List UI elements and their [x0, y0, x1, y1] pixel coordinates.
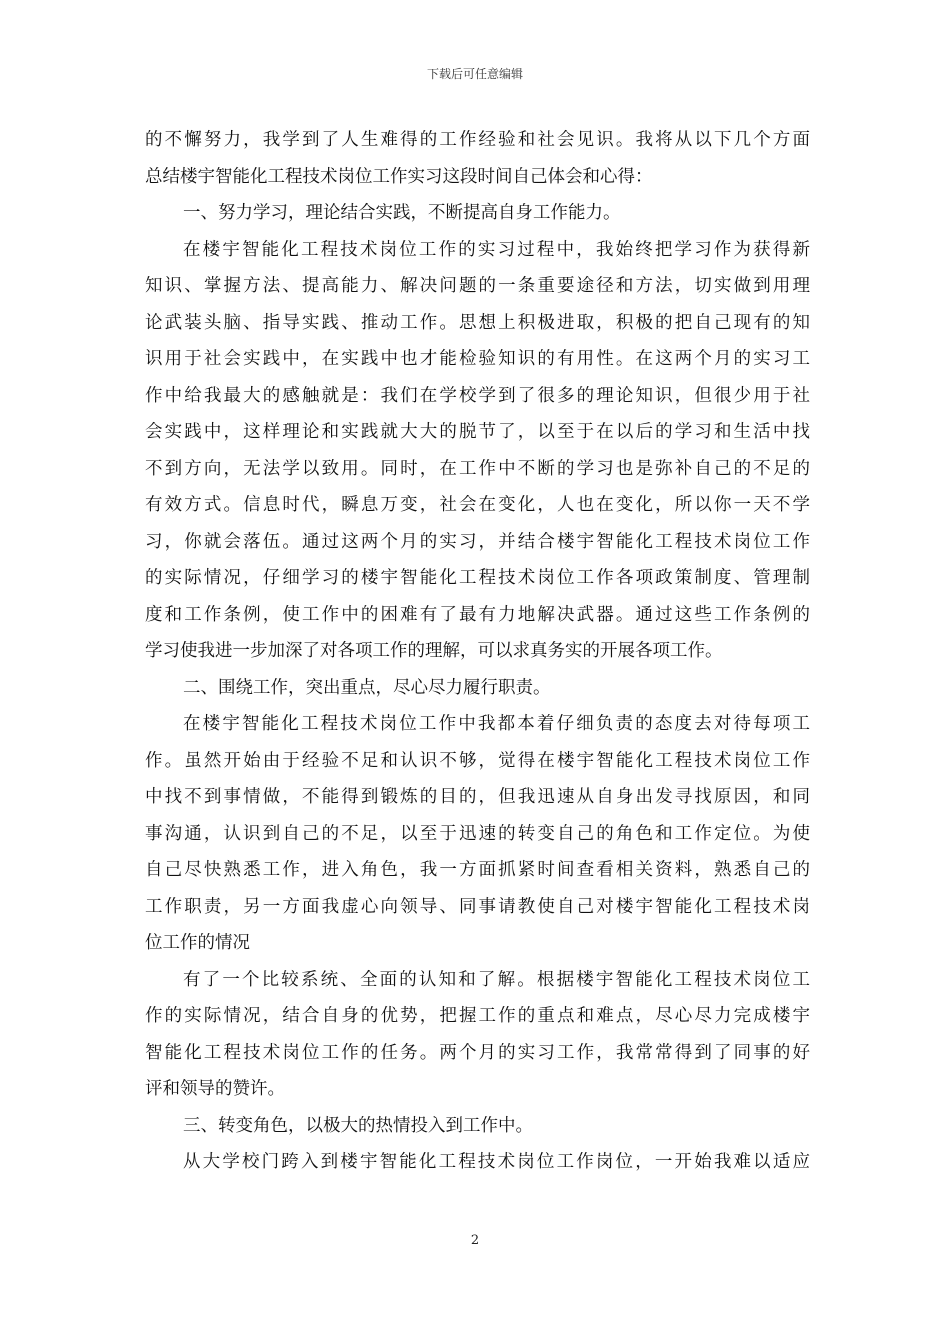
- text-line: 智能化工程技术岗位工作的任务。两个月的实习工作，我常常得到了同事的好: [145, 1042, 810, 1063]
- text-line: 工作职责，另一方面我虚心向领导、同事请教使自己对楼宇智能化工程技术岗: [145, 896, 810, 917]
- text-line: 在楼宇智能化工程技术岗位工作中我都本着仔细负责的态度去对待每项工: [183, 714, 810, 734]
- text-line: 从大学校门跨入到楼宇智能化工程技术岗位工作岗位，一开始我难以适应: [183, 1152, 810, 1172]
- text-line: 的不懈努力，我学到了人生难得的工作经验和社会见识。我将从以下几个方面: [145, 130, 810, 150]
- text-line: 二、围绕工作，突出重点，尽心尽力履行职责。: [183, 677, 551, 698]
- text-line: 评和领导的赞许。: [145, 1079, 285, 1099]
- page-number: 2: [470, 1233, 480, 1248]
- text-line: 识用于社会实践中，在实践中也才能检验知识的有用性。在这两个月的实习工: [145, 349, 810, 369]
- text-line: 的实际情况，仔细学习的楼宇智能化工程技术岗位工作各项政策制度、管理制: [145, 568, 810, 588]
- text-line: 习，你就会落伍。通过这两个月的实习，并结合楼宇智能化工程技术岗位工作: [145, 531, 810, 552]
- text-line: 作中给我最大的感触就是：我们在学校学到了很多的理论知识，但很少用于社: [145, 385, 810, 406]
- document-body: [145, 122, 810, 1181]
- text-line: 位工作的情况: [145, 933, 250, 953]
- text-line: 会实践中，这样理论和实践就大大的脱节了，以至于在以后的学习和生活中找: [145, 422, 810, 442]
- text-line: 一、努力学习，理论结合实践，不断提高自身工作能力。: [183, 203, 621, 223]
- text-line: 作的实际情况，结合自身的优势，把握工作的重点和难点，尽心尽力完成楼宇: [145, 1006, 810, 1026]
- text-line: 中找不到事情做，不能得到锻炼的目的，但我迅速从自身出发寻找原因，和同: [145, 787, 810, 807]
- text-line: 度和工作条例，使工作中的困难有了最有力地解决武器。通过这些工作条例的: [145, 604, 810, 625]
- page-header: 下载后可任意编辑: [426, 67, 523, 81]
- text-line: 自己尽快熟悉工作，进入角色，我一方面抓紧时间查看相关资料，熟悉自己的: [145, 860, 810, 880]
- text-line: 事沟通，认识到自己的不足，以至于迅速的转变自己的角色和工作定位。为使: [145, 823, 810, 844]
- text-line: 知识、掌握方法、提高能力、解决问题的一条重要途径和方法，切实做到用理: [145, 276, 810, 296]
- text-line: 总结楼宇智能化工程技术岗位工作实习这段时间自己体会和心得：: [145, 166, 653, 187]
- text-line: 有了一个比较系统、全面的认知和了解。根据楼宇智能化工程技术岗位工: [183, 969, 810, 990]
- text-line: 学习使我进一步加深了对各项工作的理解，可以求真务实的开展各项工作。: [145, 641, 723, 661]
- text-line: 论武装头脑、指导实践、推动工作。思想上积极进取，积极的把自己现有的知: [145, 312, 810, 333]
- text-line: 不到方向，无法学以致用。同时，在工作中不断的学习也是弥补自己的不足的: [145, 458, 810, 479]
- text-line: 在楼宇智能化工程技术岗位工作的实习过程中，我始终把学习作为获得新: [183, 239, 810, 260]
- text-line: 三、转变角色，以极大的热情投入到工作中。: [183, 1115, 533, 1136]
- text-line: 有效方式。信息时代，瞬息万变，社会在变化，人也在变化，所以你一天不学: [145, 495, 810, 515]
- text-line: 作。虽然开始由于经验不足和认识不够，觉得在楼宇智能化工程技术岗位工作: [145, 750, 810, 771]
